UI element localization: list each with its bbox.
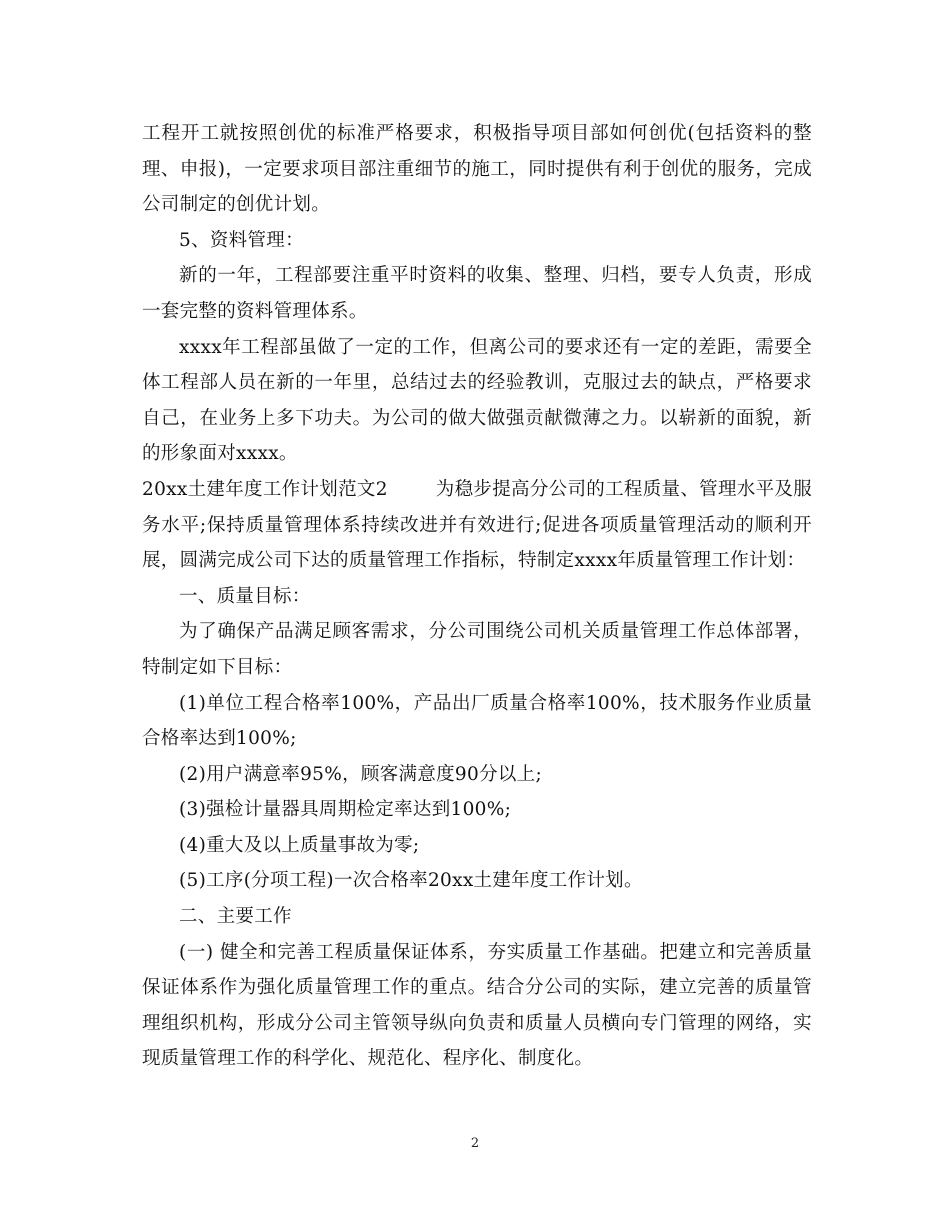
paragraph-goals-intro: 为了确保产品满足顾客需求，分公司围绕公司机关质量管理工作总体部署，特制定如下目标： [142, 621, 812, 678]
section-heading-data-management: 5、资料管理： [179, 229, 304, 251]
plan-intro-text: 为稳步提高分公司的工程质量、管理水平及服务水平;保持质量管理体系持续改进并有效进行;促进各项质量管理活动的顺利开展，圆满完成公司下达的质量管理工作指标，特制定xxxx年质量管理工作计划： [142, 478, 812, 572]
article-title: 20xx土建年度工作计划范文2 [142, 478, 388, 500]
goal-item-2: (2)用户满意率95%，顾客满意度90分以上; [179, 763, 542, 785]
paragraph-quality-standards: 工程开工就按照创优的标准严格要求，积极指导项目部如何创优(包括资料的整理、申报)，一定要求项目部注重细节的施工，同时提供有利于创优的服务，完成公司制定的创优计划。 [142, 123, 812, 216]
section-heading-main-work: 二、主要工作 [179, 906, 292, 928]
goal-item-1: (1)单位工程合格率100%，产品出厂质量合格率100%，技术服务作业质量合格率达到100%; [142, 692, 812, 750]
goal-item-5: (5)工序(分项工程)一次合格率20xx土建年度工作计划。 [179, 870, 643, 892]
section-heading-quality-goals: 一、质量目标： [179, 585, 311, 607]
paragraph-main-work-1: (一) 健全和完善工程质量保证体系，夯实质量工作基础。把建立和完善质量保证体系作为强化质量管理工作的重点。结合分公司的实际，建立完善的质量管理组织机构，形成分公司主管领导纵向负责和质量人员横向专门管理的网络，实现质量管理工作的科学化、规范化、程序化、制度化。 [142, 941, 812, 1070]
paragraph-year-summary: xxxx年工程部虽做了一定的工作，但离公司的要求还有一定的差距，需要全体工程部人员在新的一年里，总结过去的经验教训，克服过去的缺点，严格要求自己，在业务上多下功夫。为公司的做大做强贡献微薄之力。以崭新的面貌，新的形象面对xxxx。 [142, 336, 812, 465]
paragraph-data-management: 新的一年，工程部要注重平时资料的收集、整理、归档，要专人负责，形成一套完整的资料管理体系。 [142, 265, 812, 322]
paragraph-plan-intro [142, 472, 812, 579]
goal-item-4: (4)重大及以上质量事故为零; [179, 834, 420, 856]
goal-item-3: (3)强检计量器具周期检定率达到100%; [179, 799, 512, 821]
page-number: 2 [470, 1136, 480, 1151]
document-body [142, 116, 812, 1077]
